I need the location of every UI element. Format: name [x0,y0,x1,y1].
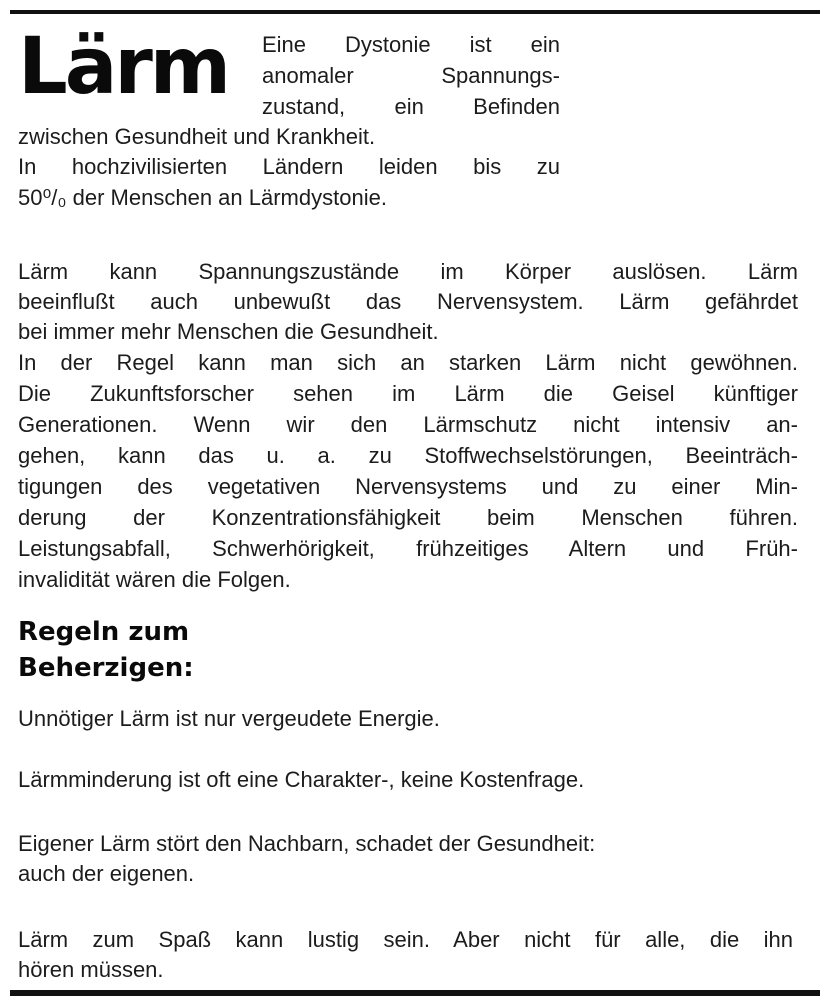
top-rule [10,10,820,14]
body-line: Lärm kann Spannungszustände im Körper auslösen. Lärm [18,259,798,284]
rules-heading-line2: Beherzigen: [18,653,194,683]
body-line: Die Zukunftsforscher sehen im Lärm die Geisel künftiger [18,381,798,406]
rule-item-continuation: hören müssen. [18,957,164,982]
body-line: Leistungsabfall, Schwerhörigkeit, frühzeitiges Altern und Früh- [18,536,798,561]
intro-line: Eine Dystonie ist ein [262,32,560,57]
intro-line: anomaler Spannungs- [262,63,560,88]
rule-item: Lärmminderung ist oft eine Charakter-, keine Kostenfrage. [18,767,585,792]
rule-item: Unnötiger Lärm ist nur vergeudete Energie. [18,706,440,731]
bottom-rule [10,990,820,996]
intro-line: zustand, ein Befinden [262,94,560,119]
intro-line: zwischen Gesundheit und Krankheit. [18,124,376,149]
body-line: derung der Konzentrationsfähigkeit beim Menschen führen. [18,505,798,530]
body-line: In der Regel kann man sich an starken Lärm nicht gewöhnen. [18,350,798,375]
rule-item: Eigener Lärm stört den Nachbarn, schadet der Gesundheit: [18,831,596,856]
body-line: invalidität wären die Folgen. [18,567,291,592]
body-line: tigungen des vegetativen Nervensystems und zu einer Min- [18,474,798,499]
body-line: Generationen. Wenn wir den Lärmschutz nicht intensiv an- [18,412,798,437]
body-line: gehen, kann das u. a. zu Stoffwechselstörungen, Beeinträch- [18,443,798,468]
body-line: bei immer mehr Menschen die Gesundheit. [18,319,439,344]
rule-item-continuation: auch der eigenen. [18,861,195,886]
rules-heading-line1: Regeln zum [18,617,190,647]
intro-line: 50⁰/₀ der Menschen an Lärmdystonie. [18,185,387,210]
body-line: beeinflußt auch unbewußt das Nervensystem. Lärm gefährdet [18,289,798,314]
rule-item: Lärm zum Spaß kann lustig sein. Aber nicht für alle, die ihn [18,927,793,952]
page-title: Lärm [18,22,229,112]
intro-line: In hochzivilisierten Ländern leiden bis zu [18,154,560,179]
